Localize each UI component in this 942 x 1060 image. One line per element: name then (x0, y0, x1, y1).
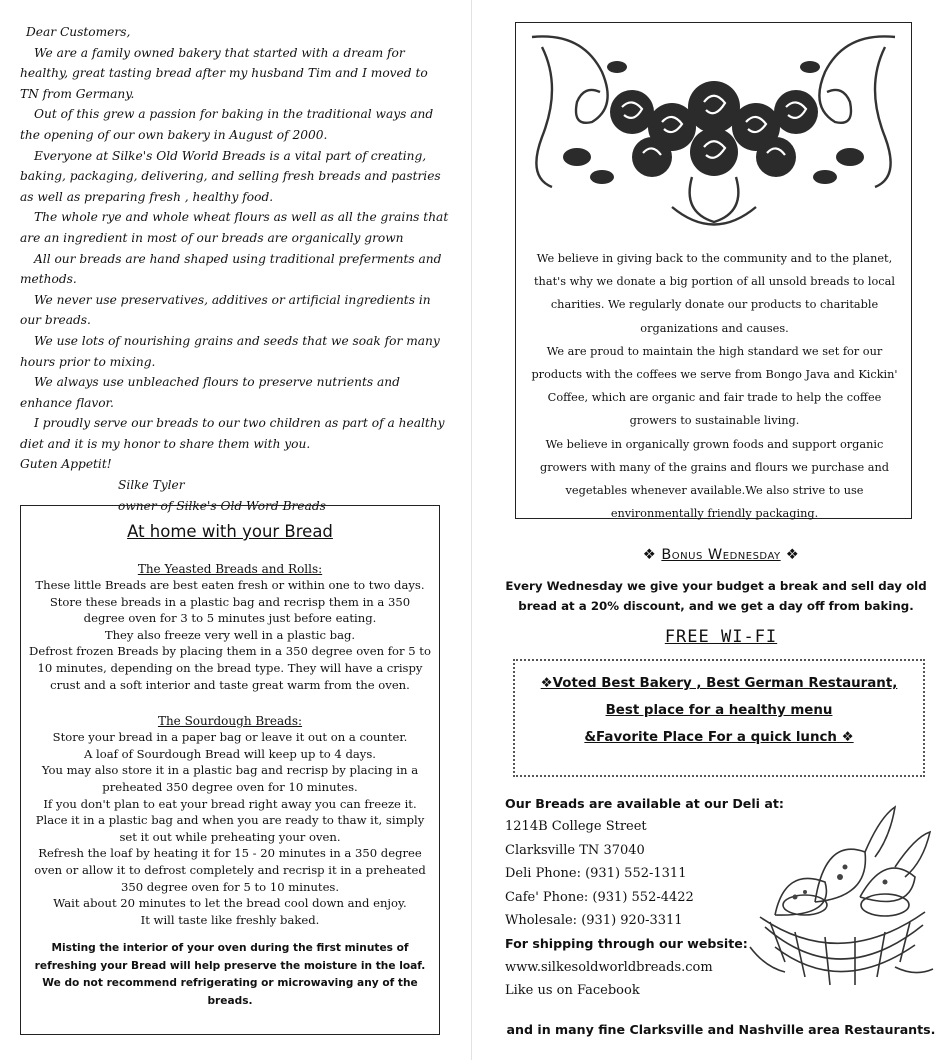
letter-paragraph: We use lots of nourishing grains and seeds that we soak for many hours prior to mixing. (20, 333, 440, 369)
bonus-title-text: Bonus Wednesday (661, 547, 781, 563)
customer-letter (20, 22, 450, 516)
sourdough-line: You may also store it in a plastic bag and recrisp by placing in a preheated 350 degree oven for 10 minutes. (41, 763, 419, 794)
bread-basket-image (745, 797, 935, 997)
community-box (515, 22, 912, 519)
sourdough-line: Refresh the loaf by heating it for 15 - 20 minutes in a 350 degree oven or allow it to defrost completely and recrisp it in a preheated 350 degree oven for 5 to 10 minutes. (34, 846, 426, 894)
letter-paragraph: I proudly serve our breads to our two children as part of a healthy diet and it is my honor to share them with you. (20, 416, 445, 451)
yeasted-heading: The Yeasted Breads and Rolls: (137, 562, 323, 576)
facebook-link: Like us on Facebook (505, 983, 640, 999)
diamond-icon: ❖ (785, 547, 800, 563)
shipping-heading: For shipping through our website: (505, 936, 748, 952)
community-paragraph: We are proud to maintain the high standard we set for our products with the coffees we serve from Bongo Java and Kickin' Coffee, which are organic and fair trade to help the coffee growers to sustainable living. (531, 344, 898, 428)
city-address: Clarksville TN 37040 (505, 842, 645, 858)
bonus-wednesday-text: Every Wednesday we give your budget a break and sell day old bread at a 20% discount, and we get a day off from baking. (505, 579, 927, 613)
community-text (526, 247, 903, 525)
street-address: 1214B College Street (505, 819, 647, 835)
restaurants-line: and in many fine Clarksville and Nashville area Restaurants. (506, 1022, 936, 1037)
letter-closing: Guten Appetit! (20, 457, 112, 472)
bread-care-box (20, 505, 440, 1035)
bonus-wednesday-title (500, 547, 942, 563)
diamond-icon: ❖ (642, 547, 657, 563)
yeasted-line: They also freeze very well in a plastic bag. (104, 627, 356, 642)
letter-paragraph: Out of this grew a passion for baking in the traditional ways and the opening of our own bakery in August of 2000. (20, 107, 434, 142)
community-paragraph: We believe in organically grown foods and support organic growers with many of the grains and flours we purchase and vegetables whenever available.We also strive to use environmentally friendly packaging. (539, 437, 889, 521)
community-paragraph: We believe in giving back to the community and to the planet, that's why we donate a big portion of all unsold breads to local charities. We regularly donate our products to charitable organizations and causes. (534, 252, 895, 335)
yeasted-line: Defrost frozen Breads by placing them in a 350 degree oven for 5 to 10 minutes, depending on the bread type. They will have a crispy crust and a soft interior and taste great warm from the oven. (29, 644, 431, 692)
letter-greeting: Dear Customers, (26, 25, 131, 39)
letter-paragraph: The whole rye and whole wheat flours as well as all the grains that are an ingredient in most of our breads are organically grown (20, 210, 449, 245)
sourdough-line: A loaf of Sourdough Bread will keep up to 4 days. (84, 746, 376, 761)
yeasted-line: Store these breads in a plastic bag and recrisp them in a 350 degree oven for 3 to 5 minutes just before eating. (49, 594, 411, 626)
award-line: ❖Voted Best Bakery , Best German Restaurant, (540, 676, 898, 691)
sourdough-line: Wait about 20 minutes to let the bread cool down and enjoy. (53, 896, 407, 911)
sourdough-line: It will taste like freshly baked. (140, 912, 320, 927)
letter-paragraph: Everyone at Silke's Old World Breads is a vital part of creating, baking, packaging, delivering, and selling fresh breads and pastries as well as preparing fresh , healthy food. (20, 148, 441, 204)
signature-title: owner of Silke's Old Word Breads (118, 498, 326, 513)
rose-ornament-image (522, 27, 905, 239)
letter-paragraph: All our breads are hand shaped using traditional preferments and methods. (20, 251, 442, 287)
letter-paragraph: We are a family owned bakery that started with a dream for healthy, great tasting bread after my husband Tim and I moved to TN from Germany. (20, 45, 428, 101)
fold-divider (471, 0, 472, 1060)
award-line: &Favorite Place For a quick lunch ❖ (584, 730, 854, 745)
misting-note (27, 940, 433, 1010)
free-wifi-label: FREE WI-FI (664, 627, 778, 647)
sourdough-line: If you don't plan to eat your bread right away you can freeze it. (43, 796, 417, 811)
website-link: www.silkesoldworldbreads.com (505, 959, 713, 975)
letter-paragraph: We always use unbleached flours to preserve nutrients and enhance flavor. (20, 375, 400, 410)
award-line: Best place for a healthy menu (605, 703, 833, 718)
sourdough-line: Place it in a plastic bag and when you are ready to thaw it, simply set it out while preheating your oven. (35, 813, 425, 844)
deli-heading: Our Breads are available at our Deli at: (505, 796, 784, 811)
sourdough-heading: The Sourdough Breads: (157, 714, 303, 729)
refrigeration-note: We do not recommend refrigerating or microwaving any of the breads. (42, 977, 418, 1007)
misting-note-text: Misting the interior of your oven during the first minutes of refreshing your Bread will help preserve the moisture in the loaf. (34, 942, 426, 972)
deli-phone: Deli Phone: (931) 552-1311 (505, 866, 687, 882)
bread-care-title: At home with your Bread (127, 522, 333, 541)
cafe-phone: Cafe' Phone: (931) 552-4422 (505, 889, 694, 905)
wholesale-phone: Wholesale: (931) 920-3311 (505, 913, 683, 929)
awards-box (513, 659, 925, 777)
yeasted-line: These little Breads are best eaten fresh or within one to two days. (35, 578, 425, 592)
letter-paragraph: We never use preservatives, additives or artificial ingredients in our breads. (20, 292, 431, 328)
signature-name: Silke Tyler (118, 478, 185, 493)
sourdough-line: Store your bread in a paper bag or leave it out on a counter. (52, 730, 408, 745)
